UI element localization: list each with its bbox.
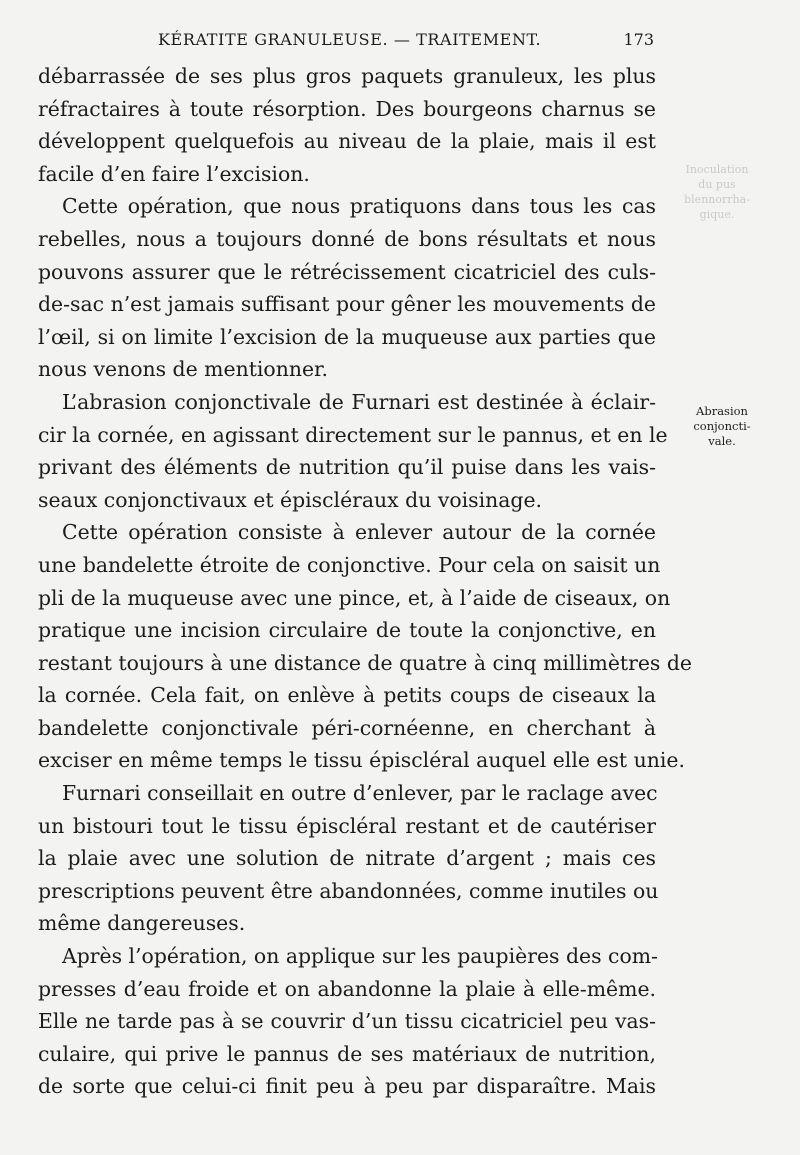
text-line: même dangereuses. [38,911,246,936]
text-line: Cette opération consiste à enlever autour de la cornée [62,520,656,545]
text-line: Elle ne tarde pas à se couvrir d’un tissu cicatriciel peu vas- [38,1009,656,1034]
text-line: cir la cornée, en agissant directement sur le pannus, et en le [38,422,668,447]
text-line: pli de la muqueuse avec une pince, et, à l’aide de ciseaux, on [38,585,671,610]
text-line: presses d’eau froide et on abandonne la plaie à elle-même. [38,976,656,1001]
text-line: de sorte que celui-ci finit peu à peu par disparaître. Mais [38,1074,656,1099]
text-line: pratique une incision circulaire de toute la conjonctive, en [38,618,656,643]
text-line: débarrassée de ses plus gros paquets granuleux, les plus [38,64,656,88]
text-line: facile d’en faire l’excision. [38,161,310,186]
show-through-margin-note [672,162,762,222]
text-line: prescriptions peuvent être abandonnées, comme inutiles ou [38,878,659,903]
text-line: privant des éléments de nutrition qu’il puise dans les vais- [38,455,656,480]
text-line: pouvons assurer que le rétrécissement cicatriciel des culs- [38,259,656,284]
text-line: une bandelette étroite de conjonctive. Pour cela on saisit un [38,552,661,577]
body-text [38,60,692,1103]
text-line: la cornée. Cela fait, on enlève à petits coups de ciseaux la [38,683,656,708]
page-number: 173 [623,30,654,49]
text-line: Furnari conseillait en outre d’enlever, par le raclage avec [62,781,658,806]
margin-note-line: vale. [708,434,736,448]
ghost-note-line: gique. [699,208,735,221]
text-line: bandelette conjonctivale péri-cornéenne, en cherchant à [38,715,656,740]
text-line: l’œil, si on limite l’excision de la muqueuse aux parties que [38,324,656,349]
running-title: KÉRATITE GRANULEUSE. — TRAITEMENT. [158,30,542,49]
ghost-note-line: blennorrha- [684,193,750,206]
text-line: de-sac n’est jamais suffisant pour gêner les mouvements de [38,292,656,317]
text-line: seaux conjonctivaux et épiscléraux du voisinage. [38,487,543,512]
margin-note-line: conjoncti- [693,419,751,433]
margin-note [680,404,764,449]
running-head [38,30,658,54]
text-line: développent quelquefois au niveau de la plaie, mais il est [38,129,656,154]
text-line: exciser en même temps le tissu épiscléral auquel elle est unie. [38,748,685,773]
text-line: restant toujours à une distance de quatre à cinq millimètres de [38,650,692,675]
text-line: culaire, qui prive le pannus de ses matériaux de nutrition, [38,1041,656,1066]
text-line: rebelles, nous a toujours donné de bons résultats et nous [38,226,656,251]
text-line: nous venons de mentionner. [38,357,329,382]
text-line: réfractaires à toute résorption. Des bourgeons charnus se [38,96,656,121]
margin-note-line: Abrasion [696,404,748,418]
text-line: la plaie avec une solution de nitrate d’argent ; mais ces [38,846,656,871]
text-line: Cette opération, que nous pratiquons dans tous les cas [62,194,656,219]
ghost-note-line: Inoculation [685,163,749,176]
text-line: Après l’opération, on applique sur les paupières des com- [62,944,658,969]
ghost-note-line: du pus [698,178,736,191]
text-line: un bistouri tout le tissu épiscléral restant et de cautériser [38,813,656,838]
text-line: L’abrasion conjonctivale de Furnari est destinée à éclair- [62,389,656,414]
